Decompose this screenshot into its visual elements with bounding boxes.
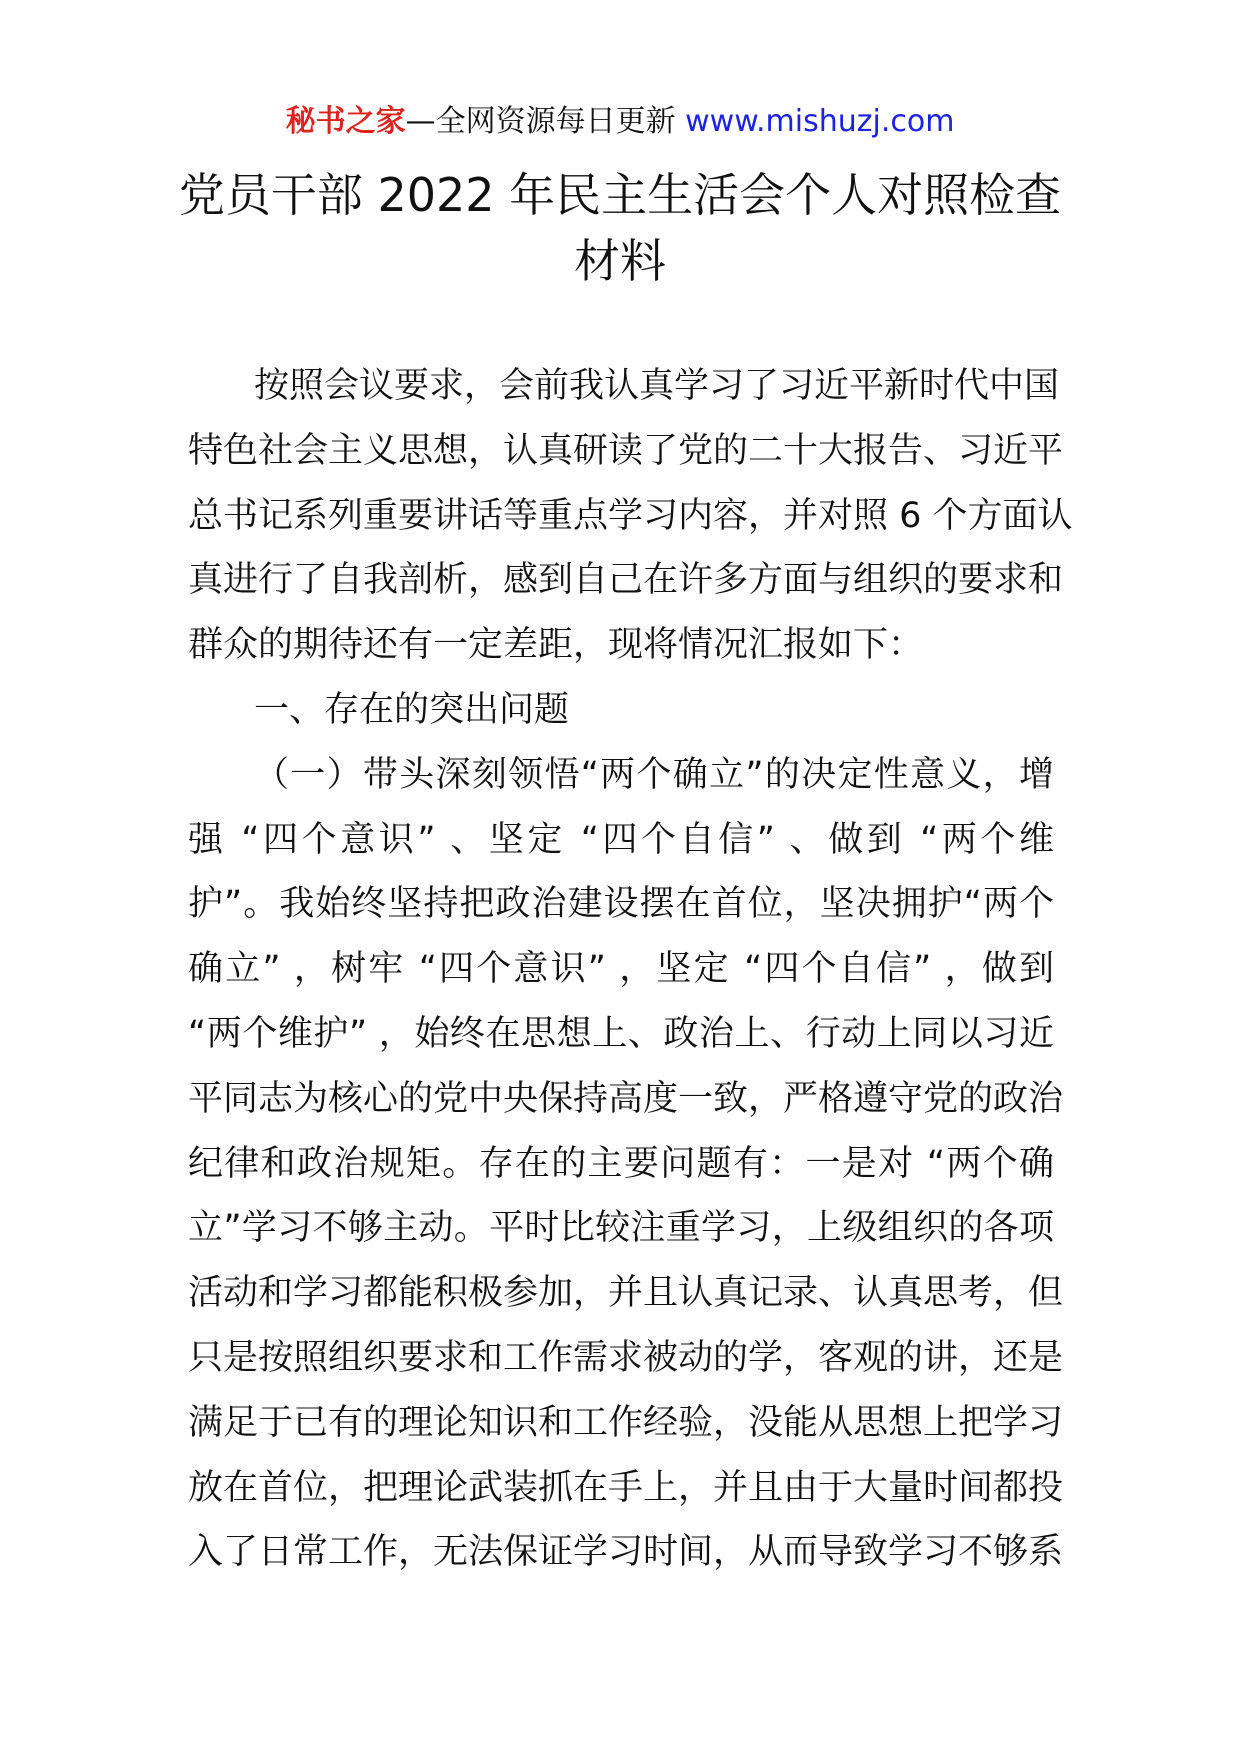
body-line: 满足于已有的理论知识和工作经验，没能从思想上把学习 (188, 1402, 1064, 1443)
body-line: 真进行了自我剖析，感到自己在许多方面与组织的要求和 (188, 560, 1064, 601)
body-line: 群众的期待还有一定差距，现将情况汇报如下： (188, 625, 924, 666)
body-line: 立”学习不够主动。平时比较注重学习，上级组织的各项 (188, 1208, 1054, 1249)
body-line: 纪律和政治规矩。存在的主要问题有：一是对 “两个确 (188, 1143, 1054, 1184)
title-line-1: 党员干部 2022 年民主生活会个人对照检查 (178, 168, 1062, 222)
body-line: （一）带头深刻领悟“两个确立”的决定性意义，增 (254, 754, 1054, 795)
body-line: 总书记系列重要讲话等重点学习内容，并对照 6 个方面认 (188, 495, 1073, 536)
body-line: 确立” ，树牢 “四个意识” ，坚定 “四个自信” ，做到 (188, 949, 1054, 990)
body-line: 放在首位，把理论武装抓在手上，并且由于大量时间都投 (188, 1467, 1064, 1508)
body-line: 活动和学习都能积极参加，并且认真记录、认真思考，但 (188, 1273, 1064, 1314)
body-line: 护”。我始终坚持把政治建设摆在首位，坚决拥护“两个 (188, 884, 1054, 925)
body-line: 入了日常工作，无法保证学习时间，从而导致学习不够系 (188, 1532, 1064, 1573)
site-link[interactable]: www.mishuzj.com (685, 104, 955, 139)
section-heading: 一、存在的突出问题 (254, 689, 570, 730)
body-line: 特色社会主义思想，认真研读了党的二十大报告、习近平 (188, 430, 1064, 471)
title-line-2: 材料 (574, 234, 666, 288)
document-body (188, 354, 1073, 1585)
body-line: 平同志为核心的党中央保持高度一致，严格遵守党的政治 (188, 1078, 1064, 1119)
document-title (160, 162, 1080, 294)
banner-slogan: —全网资源每日更新 (405, 104, 686, 139)
site-banner (0, 100, 1240, 144)
body-line: 按照会议要求，会前我认真学习了习近平新时代中国 (254, 366, 1060, 406)
body-line: “两个维护” ，始终在思想上、政治上、行动上同以习近 (188, 1013, 1054, 1054)
brand-name: 秘书之家 (285, 104, 406, 139)
body-line: 只是按照组织要求和工作需求被动的学，客观的讲，还是 (188, 1337, 1064, 1378)
body-line: 强 “四个意识” 、坚定 “四个自信” 、做到 “两个维 (188, 819, 1054, 860)
